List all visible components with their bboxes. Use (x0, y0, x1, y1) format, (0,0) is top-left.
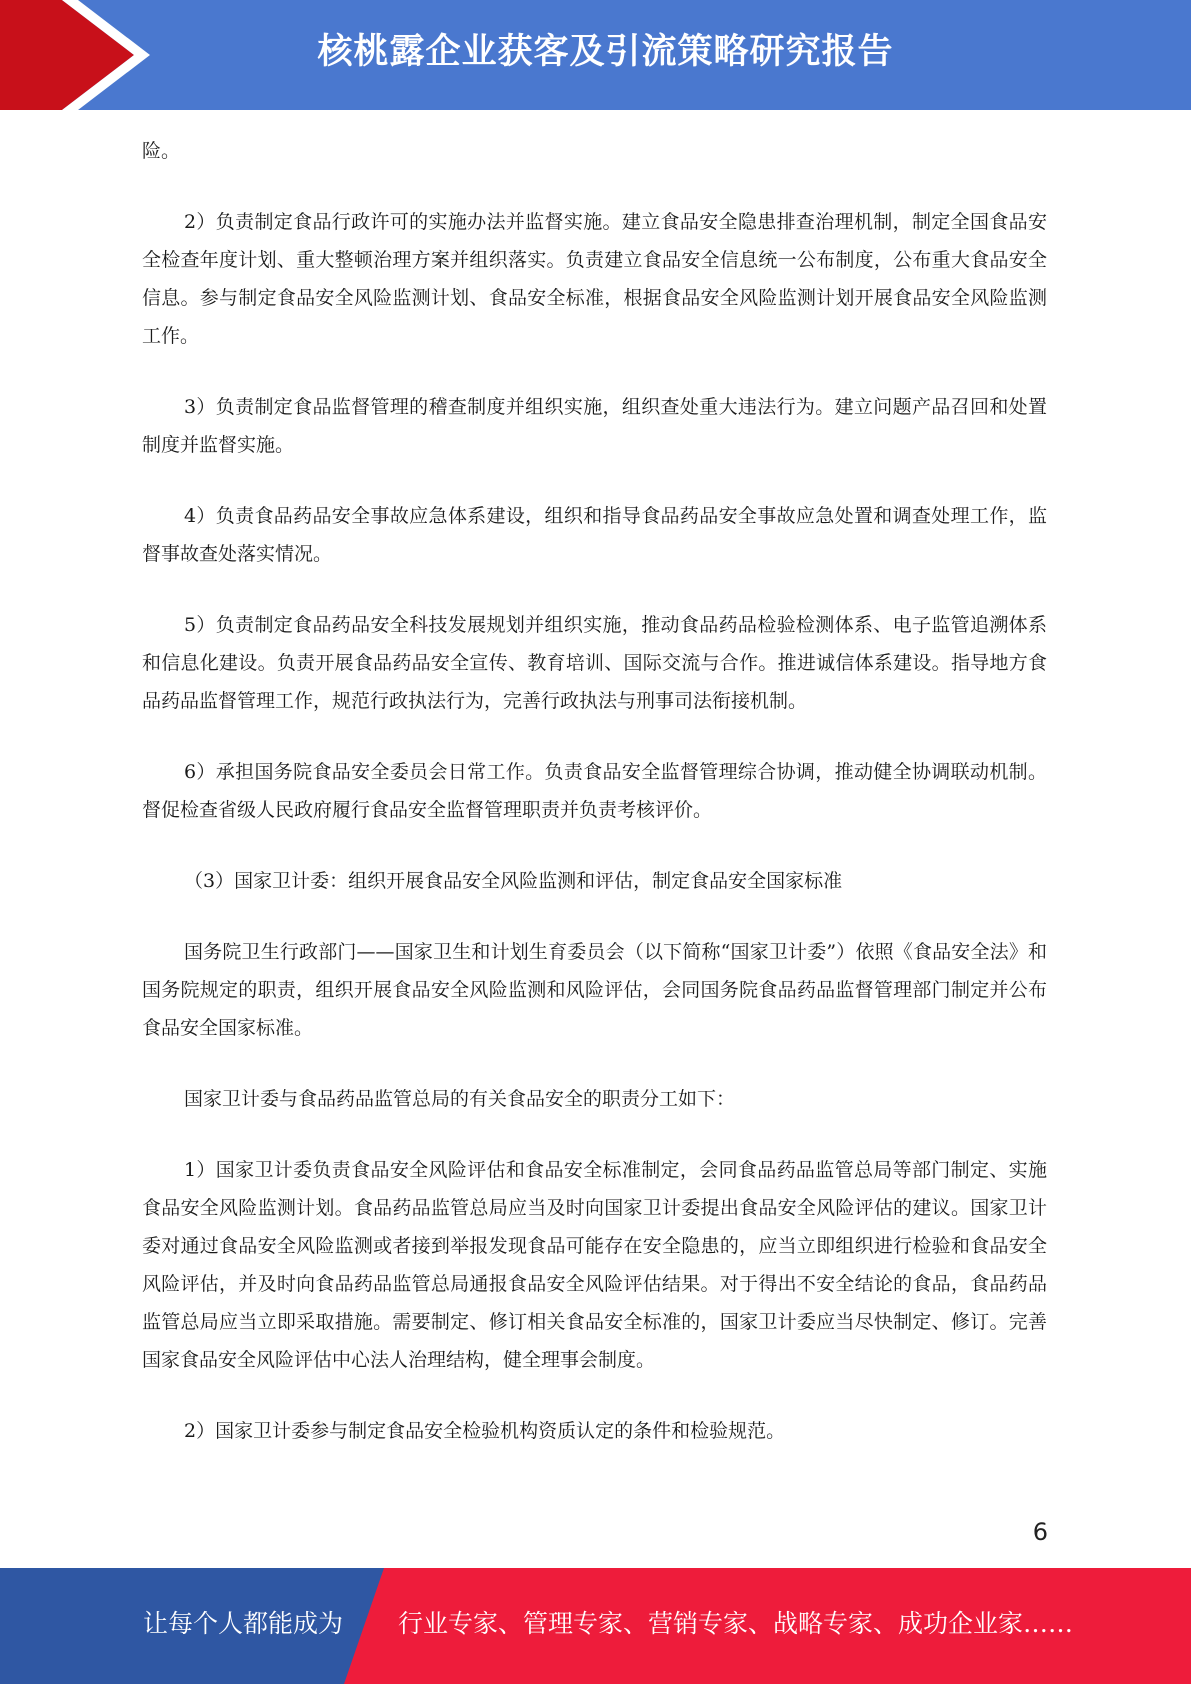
paragraph: 1）国家卫计委负责食品安全风险评估和食品安全标准制定，会同食品药品监管总局等部门制定、实施食品安全风险监测计划。食品药品监管总局应当及时向国家卫计委提出食品安全风险评估的建议。国家卫计委对通过食品安全风险监测或者接到举报发现食品可能存在安全隐患的，应当立即组织进行检验和食品安全风险评估，并及时向食品药品监管总局通报食品安全风险评估结果。对于得出不安全结论的食品，食品药品监管总局应当立即采取措施。需要制定、修订相关食品安全标准的，国家卫计委应当尽快制定、修订。完善国家食品安全风险评估中心法人治理结构，健全理事会制度。 (142, 1159, 1047, 1371)
paragraph: 5）负责制定食品药品安全科技发展规划并组织实施，推动食品药品检验检测体系、电子监管追溯体系和信息化建设。负责开展食品药品安全宣传、教育培训、国际交流与合作。推进诚信体系建设。指导地方食品药品监督管理工作，规范行政执法行为，完善行政执法与刑事司法衔接机制。 (142, 614, 1047, 712)
paragraph: 4）负责食品药品安全事故应急体系建设，组织和指导食品药品安全事故应急处置和调查处理工作，监督事故查处落实情况。 (142, 505, 1047, 565)
paragraph: 6）承担国务院食品安全委员会日常工作。负责食品安全监督管理综合协调，推动健全协调联动机制。督促检查省级人民政府履行食品安全监督管理职责并负责考核评价。 (142, 761, 1047, 821)
header-title: 核桃露企业获客及引流策略研究报告 (317, 32, 894, 72)
paragraph: 国家卫计委与食品药品监管总局的有关食品安全的职责分工如下： (184, 1088, 736, 1110)
paragraph: 3）负责制定食品监督管理的稽查制度并组织实施，组织查处重大违法行为。建立问题产品召回和处置制度并监督实施。 (142, 396, 1047, 456)
paragraph-continuation: 险。 (142, 140, 181, 162)
page-number: 6 (1032, 1518, 1048, 1546)
page-header (0, 0, 1191, 110)
paragraph: 国务院卫生行政部门——国家卫生和计划生育委员会（以下简称“国家卫计委”）依照《食品安全法》和国务院规定的职责，组织开展食品安全风险监测和风险评估，会同国务院食品药品监督管理部门制定并公布食品安全国家标准。 (142, 941, 1047, 1039)
footer-slogan-right: 行业专家、管理专家、营销专家、战略专家、成功企业家…… (398, 1609, 1074, 1638)
page-footer (0, 1568, 1191, 1684)
paragraph: 2）负责制定食品行政许可的实施办法并监督实施。建立食品安全隐患排查治理机制，制定全国食品安全检查年度计划、重大整顿治理方案并组织落实。负责建立食品安全信息统一公布制度，公布重大食品安全信息。参与制定食品安全风险监测计划、食品安全标准，根据食品安全风险监测计划开展食品安全风险监测工作。 (142, 211, 1047, 347)
footer-slogan-left: 让每个人都能成为 (143, 1609, 344, 1638)
document-body (142, 132, 1047, 1483)
paragraph: 2）国家卫计委参与制定食品安全检验机构资质认定的条件和检验规范。 (184, 1420, 786, 1442)
section-heading: （3）国家卫计委：组织开展食品安全风险监测和评估，制定食品安全国家标准 (184, 870, 843, 892)
